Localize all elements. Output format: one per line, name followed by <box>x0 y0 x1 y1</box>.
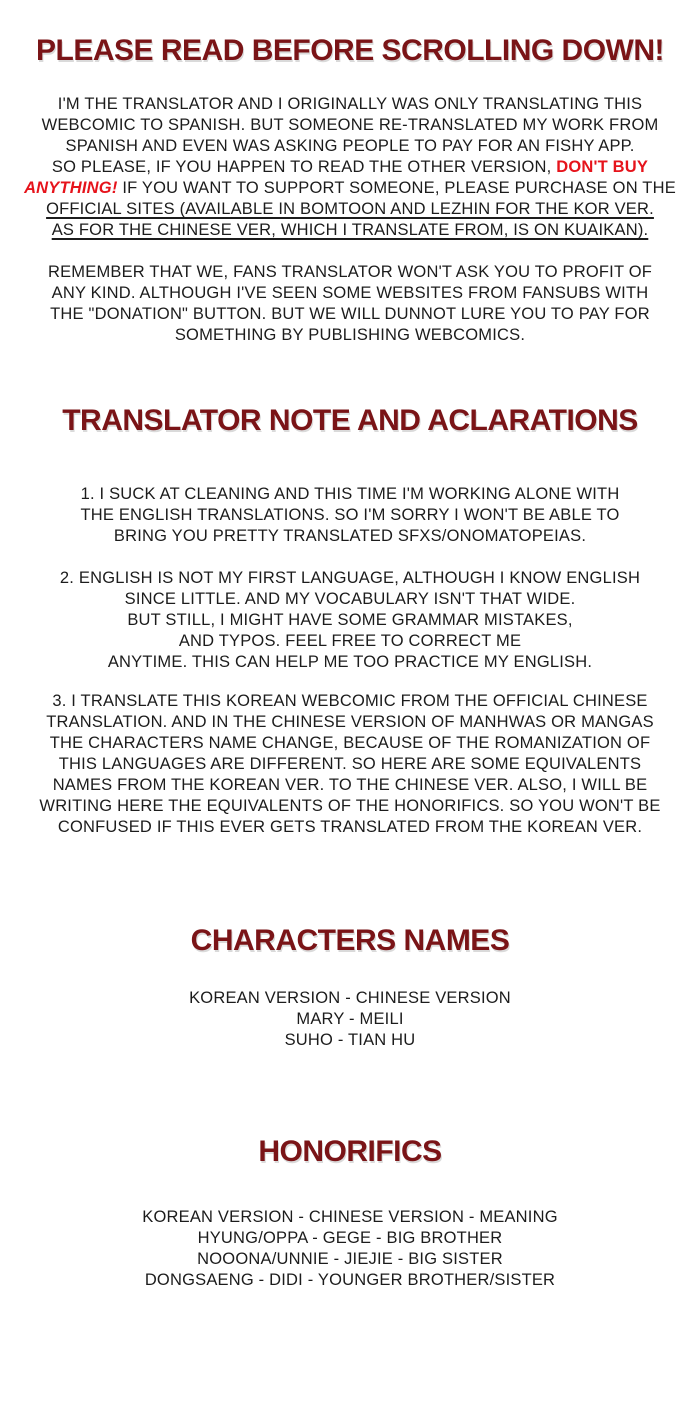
text-run: WEBCOMIC TO SPANISH. BUT SOMEONE RE-TRANSLATED MY WORK FROM <box>41 116 659 134</box>
text-run: CONFUSED IF THIS EVER GETS TRANSLATED FROM THE KOREAN VER. <box>57 818 643 836</box>
text-run: ANY KIND. ALTHOUGH I'VE SEEN SOME WEBSITES FROM FANSUBS WITH <box>51 284 649 302</box>
text-line <box>8 1249 692 1270</box>
text-line <box>8 733 692 754</box>
text-line <box>8 817 692 838</box>
translator-note-point-1 <box>8 484 692 547</box>
translator-note-heading: TRANSLATOR NOTE AND ACLARATIONS <box>62 404 638 437</box>
underlined-text: AS FOR THE CHINESE VER, WHICH I TRANSLATE FROM, IS ON KUAIKAN). <box>51 221 649 239</box>
text-run: REMEMBER THAT WE, FANS TRANSLATOR WON'T ASK YOU TO PROFIT OF <box>47 263 653 281</box>
alert-text: DON'T BUY <box>556 158 649 176</box>
underlined-text: OFFICIAL SITES (AVAILABLE IN BOMTOON AND LEZHIN FOR THE KOR VER. <box>46 200 654 218</box>
text-line <box>8 775 692 796</box>
text-line <box>8 610 692 631</box>
text-run: BUT STILL, I MIGHT HAVE SOME GRAMMAR MISTAKES, <box>127 611 573 629</box>
characters-names-heading: CHARACTERS NAMES <box>190 924 510 957</box>
alert-text: ANYTHING! <box>24 179 118 197</box>
text-line <box>8 1228 692 1249</box>
text-run: HYUNG/OPPA - GEGE - BIG BROTHER <box>197 1229 503 1247</box>
text-line <box>8 754 692 775</box>
text-run: THE ENGLISH TRANSLATIONS. SO I'M SORRY I WON'T BE ABLE TO <box>80 506 620 524</box>
text-run: 3. I TRANSLATE THIS KOREAN WEBCOMIC FROM THE OFFICIAL CHINESE <box>52 692 648 710</box>
text-run: 1. I SUCK AT CLEANING AND THIS TIME I'M WORKING ALONE WITH <box>80 485 620 503</box>
text-line <box>8 1009 692 1030</box>
text-line <box>8 484 692 505</box>
text-line <box>8 157 692 178</box>
text-line <box>8 115 692 136</box>
translator-note-point-3 <box>8 691 692 838</box>
text-run: MARY - MEILI <box>296 1010 404 1028</box>
text-line <box>8 505 692 526</box>
text-run: KOREAN VERSION - CHINESE VERSION <box>189 989 511 1007</box>
text-run: TRANSLATION. AND IN THE CHINESE VERSION OF MANHWAS OR MANGAS <box>46 713 654 731</box>
text-line <box>8 988 692 1009</box>
text-run: 2. ENGLISH IS NOT MY FIRST LANGUAGE, ALTHOUGH I KNOW ENGLISH <box>59 569 641 587</box>
text-run: THE "DONATION" BUTTON. BUT WE WILL DUNNOT LURE YOU TO PAY FOR <box>50 305 650 323</box>
characters-names-list <box>8 988 692 1051</box>
text-line <box>8 568 692 589</box>
text-run: BRING YOU PRETTY TRANSLATED SFXS/ONOMATOPEIAS. <box>113 527 587 545</box>
text-line <box>8 1270 692 1291</box>
text-line <box>8 325 692 346</box>
text-run: SOMETHING BY PUBLISHING WEBCOMICS. <box>174 326 526 344</box>
text-line <box>8 283 692 304</box>
text-run: NAMES FROM THE KOREAN VER. TO THE CHINESE VER. ALSO, I WILL BE <box>52 776 648 794</box>
text-line <box>8 652 692 673</box>
text-line <box>8 199 692 220</box>
text-run: SUHO - TIAN HU <box>284 1031 416 1049</box>
translator-note-point-2 <box>8 568 692 673</box>
text-run: NOOONA/UNNIE - JIEJIE - BIG SISTER <box>197 1250 503 1268</box>
text-line <box>8 304 692 325</box>
text-line <box>8 1030 692 1051</box>
text-run: WRITING HERE THE EQUIVALENTS OF THE HONORIFICS. SO YOU WON'T BE <box>39 797 661 815</box>
text-run: SINCE LITTLE. AND MY VOCABULARY ISN'T THAT WIDE. <box>124 590 576 608</box>
honorifics-heading: HONORIFICS <box>258 1135 442 1168</box>
honorifics-list <box>8 1207 692 1291</box>
page-title: PLEASE READ BEFORE SCROLLING DOWN! <box>35 34 664 67</box>
text-line <box>8 178 692 199</box>
text-run: THIS LANGUAGES ARE DIFFERENT. SO HERE ARE SOME EQUIVALENTS <box>58 755 642 773</box>
text-run: KOREAN VERSION - CHINESE VERSION - MEANING <box>142 1208 558 1226</box>
text-run: SPANISH AND EVEN WAS ASKING PEOPLE TO PAY FOR AN FISHY APP. <box>65 137 635 155</box>
text-line <box>8 691 692 712</box>
text-line <box>8 94 692 115</box>
text-run: DONGSAENG - DIDI - YOUNGER BROTHER/SISTER <box>144 1271 556 1289</box>
text-line <box>8 136 692 157</box>
text-run: SO PLEASE, IF YOU HAPPEN TO READ THE OTHER VERSION, <box>51 158 557 176</box>
text-run: ANYTIME. THIS CAN HELP ME TOO PRACTICE MY ENGLISH. <box>107 653 593 671</box>
text-line <box>8 526 692 547</box>
text-line <box>8 220 692 241</box>
text-run: AND TYPOS. FEEL FREE TO CORRECT ME <box>178 632 522 650</box>
text-run: I'M THE TRANSLATOR AND I ORIGINALLY WAS ONLY TRANSLATING THIS <box>57 95 643 113</box>
text-line <box>8 796 692 817</box>
text-run: THE CHARACTERS NAME CHANGE, BECAUSE OF THE ROMANIZATION OF <box>49 734 651 752</box>
text-line <box>8 631 692 652</box>
intro-paragraph <box>8 94 692 241</box>
text-line <box>8 589 692 610</box>
text-line <box>8 712 692 733</box>
text-line <box>8 262 692 283</box>
text-run: IF YOU WANT TO SUPPORT SOMEONE, PLEASE PURCHASE ON THE <box>117 179 676 197</box>
reminder-paragraph <box>8 262 692 346</box>
text-line <box>8 1207 692 1228</box>
